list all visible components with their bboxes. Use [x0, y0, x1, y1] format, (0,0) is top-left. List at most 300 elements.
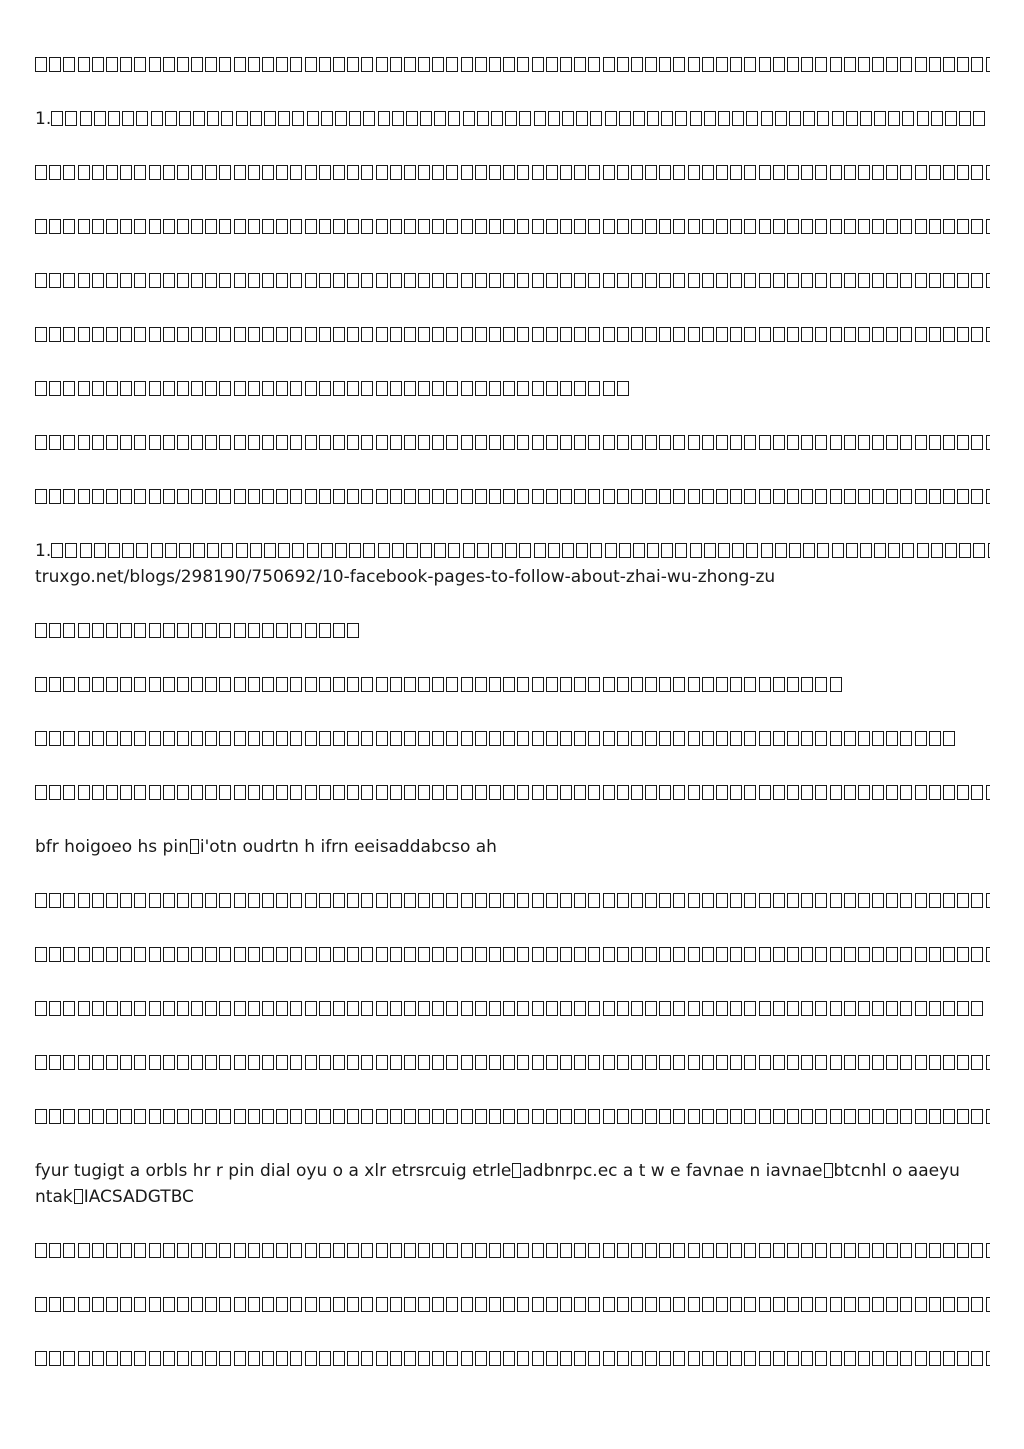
- scrambled-text-b: i'otn oudrtn h ifrn eeisaddabcso ah: [199, 837, 497, 857]
- missing-glyph-icon: [376, 1243, 388, 1258]
- missing-glyph-icon: [716, 1297, 728, 1312]
- missing-glyph-icon: [787, 219, 799, 234]
- missing-glyph-icon: [943, 1001, 955, 1016]
- missing-glyph-icon: [787, 1055, 799, 1070]
- missing-glyph-icon: [732, 111, 744, 126]
- missing-glyph-icon: [900, 1297, 912, 1312]
- missing-glyph-icon: [830, 1001, 842, 1016]
- missing-glyph-icon: [673, 1109, 685, 1124]
- missing-glyph-icon: [773, 1351, 785, 1366]
- missing-glyph-icon: [390, 677, 402, 692]
- missing-glyph-icon: [673, 893, 685, 908]
- missing-glyph-icon: [477, 543, 489, 558]
- missing-glyph-icon: [333, 1297, 345, 1312]
- missing-glyph-icon: [319, 381, 331, 396]
- missing-glyph-icon: [503, 1001, 515, 1016]
- missing-glyph-icon: [659, 677, 671, 692]
- missing-glyph-icon: [376, 677, 388, 692]
- missing-glyph-icon: [730, 1055, 742, 1070]
- missing-glyph-icon: [817, 111, 829, 126]
- missing-glyph-icon: [574, 785, 586, 800]
- missing-glyph-icon: [815, 273, 827, 288]
- missing-glyph-icon: [730, 1001, 742, 1016]
- missing-glyph-icon: [250, 111, 262, 126]
- missing-glyph-icon: [716, 57, 728, 72]
- paragraph-2-number: 1.: [35, 109, 52, 129]
- paragraph-22: [35, 1238, 990, 1264]
- missing-glyph-icon: [503, 219, 515, 234]
- paragraph-24: [35, 1346, 990, 1372]
- missing-glyph-icon: [177, 57, 189, 72]
- missing-glyph-icon: [305, 57, 317, 72]
- missing-glyph-icon: [846, 543, 858, 558]
- missing-glyph-icon: [378, 111, 390, 126]
- missing-glyph-icon: [404, 1351, 416, 1366]
- missing-glyph-icon: [647, 543, 659, 558]
- missing-glyph-icon: [902, 543, 914, 558]
- missing-glyph-icon: [844, 165, 856, 180]
- missing-glyph-icon: [858, 57, 870, 72]
- missing-glyph-icon: [619, 543, 631, 558]
- missing-glyph-icon: [78, 731, 90, 746]
- missing-glyph-icon: [65, 111, 77, 126]
- missing-glyph-icon: [730, 731, 742, 746]
- missing-glyph-icon: [886, 947, 898, 962]
- paragraph-10-line-1: [35, 538, 990, 564]
- missing-glyph-icon: [688, 489, 700, 504]
- missing-glyph-icon: [971, 1109, 983, 1124]
- missing-glyph-icon: [221, 543, 233, 558]
- missing-glyph-icon: [815, 1001, 827, 1016]
- missing-glyph-icon: [673, 165, 685, 180]
- missing-glyph-icon: [532, 165, 544, 180]
- missing-glyph-icon: [702, 1109, 714, 1124]
- missing-glyph-icon: [134, 1351, 146, 1366]
- missing-glyph-icon: [234, 785, 246, 800]
- missing-glyph-icon: [872, 219, 884, 234]
- missing-glyph-icon: [929, 947, 941, 962]
- missing-glyph-icon: [888, 111, 900, 126]
- missing-glyph-icon: [151, 543, 163, 558]
- missing-glyph-icon: [830, 435, 842, 450]
- missing-glyph-icon: [546, 677, 558, 692]
- missing-glyph-icon: [688, 273, 700, 288]
- missing-glyph-icon: [361, 327, 373, 342]
- missing-glyph-icon: [163, 327, 175, 342]
- missing-glyph-icon: [276, 327, 288, 342]
- paragraph-21: [35, 1158, 990, 1210]
- missing-glyph-icon: [305, 1243, 317, 1258]
- missing-glyph-icon: [617, 273, 629, 288]
- missing-glyph-icon: [773, 731, 785, 746]
- missing-glyph-icon: [149, 327, 161, 342]
- missing-glyph-icon: [361, 57, 373, 72]
- missing-glyph-icon: [333, 893, 345, 908]
- missing-glyph-icon: [532, 1351, 544, 1366]
- missing-glyph-icon: [262, 1001, 274, 1016]
- missing-glyph-icon: [560, 731, 572, 746]
- paragraph-10-number: 1.: [35, 541, 52, 561]
- missing-glyph-icon: [673, 947, 685, 962]
- missing-glyph-icon: [446, 435, 458, 450]
- missing-glyph-icon: [163, 1297, 175, 1312]
- missing-glyph-icon: [262, 1351, 274, 1366]
- missing-glyph-icon: [248, 489, 260, 504]
- missing-glyph-icon: [191, 273, 203, 288]
- missing-glyph-icon: [489, 165, 501, 180]
- missing-glyph-icon: [858, 1109, 870, 1124]
- missing-glyph-icon: [830, 893, 842, 908]
- missing-glyph-icon: [631, 219, 643, 234]
- missing-glyph-icon: [801, 1001, 813, 1016]
- missing-glyph-icon: [376, 731, 388, 746]
- missing-glyph-icon: [262, 947, 274, 962]
- missing-glyph-icon: [319, 1243, 331, 1258]
- paragraph-17: [35, 942, 990, 968]
- missing-glyph-icon: [603, 785, 615, 800]
- missing-glyph-icon: [872, 165, 884, 180]
- missing-glyph-icon: [773, 677, 785, 692]
- missing-glyph-icon: [191, 57, 203, 72]
- missing-glyph-icon: [588, 1297, 600, 1312]
- missing-glyph-icon: [35, 1001, 47, 1016]
- missing-glyph-icon: [390, 731, 402, 746]
- missing-glyph-icon: [432, 947, 444, 962]
- missing-glyph-icon: [205, 435, 217, 450]
- missing-glyph-icon: [418, 273, 430, 288]
- missing-glyph-icon: [872, 947, 884, 962]
- missing-glyph-icon: [404, 1109, 416, 1124]
- missing-glyph-icon: [744, 1243, 756, 1258]
- missing-glyph-icon: [49, 1351, 61, 1366]
- missing-glyph-icon: [858, 893, 870, 908]
- missing-glyph-icon: [645, 327, 657, 342]
- missing-glyph-icon: [134, 731, 146, 746]
- missing-glyph-icon: [120, 623, 132, 638]
- missing-glyph-icon: [333, 1109, 345, 1124]
- missing-glyph-icon: [35, 731, 47, 746]
- missing-glyph-icon: [690, 543, 702, 558]
- missing-glyph-icon: [787, 1297, 799, 1312]
- missing-glyph-icon: [248, 785, 260, 800]
- missing-glyph-icon: [290, 489, 302, 504]
- missing-glyph-icon: [106, 785, 118, 800]
- missing-glyph-icon: [177, 677, 189, 692]
- missing-glyph-icon: [390, 381, 402, 396]
- missing-glyph-icon: [347, 327, 359, 342]
- missing-glyph-icon: [475, 219, 487, 234]
- missing-glyph-icon: [319, 1109, 331, 1124]
- missing-glyph-icon: [404, 381, 416, 396]
- missing-glyph-icon: [120, 947, 132, 962]
- missing-glyph-icon: [588, 1055, 600, 1070]
- missing-glyph-icon: [588, 1243, 600, 1258]
- missing-glyph-icon: [957, 489, 969, 504]
- missing-glyph-icon: [957, 1297, 969, 1312]
- missing-glyph-icon: [92, 57, 104, 72]
- missing-glyph-icon: [363, 111, 375, 126]
- missing-glyph-icon: [106, 731, 118, 746]
- missing-glyph-icon: [418, 165, 430, 180]
- missing-glyph-icon: [94, 543, 106, 558]
- missing-glyph-icon: [333, 435, 345, 450]
- missing-glyph-icon: [532, 219, 544, 234]
- missing-glyph-icon: [390, 273, 402, 288]
- missing-glyph-icon: [702, 327, 714, 342]
- missing-glyph-icon: [986, 489, 990, 504]
- missing-glyph-icon: [645, 219, 657, 234]
- missing-glyph-icon: [860, 543, 872, 558]
- missing-glyph-icon: [120, 1297, 132, 1312]
- missing-glyph-icon: [588, 435, 600, 450]
- missing-glyph-icon: [219, 947, 231, 962]
- missing-glyph-icon: [205, 1001, 217, 1016]
- missing-glyph-icon: [986, 1297, 990, 1312]
- missing-glyph-icon: [120, 435, 132, 450]
- missing-glyph-icon: [120, 219, 132, 234]
- missing-glyph-icon: [418, 327, 430, 342]
- missing-glyph-icon: [63, 381, 75, 396]
- missing-glyph-icon: [546, 1001, 558, 1016]
- missing-glyph-icon: [92, 165, 104, 180]
- missing-glyph-icon: [489, 947, 501, 962]
- missing-glyph-icon: [971, 435, 983, 450]
- missing-glyph-icon: [120, 893, 132, 908]
- missing-glyph-icon: [292, 111, 304, 126]
- missing-glyph-icon: [688, 677, 700, 692]
- missing-glyph-icon: [659, 1055, 671, 1070]
- missing-glyph-icon: [446, 1297, 458, 1312]
- missing-glyph-icon: [234, 623, 246, 638]
- missing-glyph-icon: [574, 489, 586, 504]
- missing-glyph-icon: [207, 111, 219, 126]
- missing-glyph-icon: [617, 1001, 629, 1016]
- missing-glyph-icon: [305, 273, 317, 288]
- missing-glyph-icon: [35, 1055, 47, 1070]
- missing-glyph-icon: [633, 111, 645, 126]
- missing-glyph-icon: [562, 543, 574, 558]
- missing-glyph-icon: [546, 893, 558, 908]
- missing-glyph-icon: [730, 677, 742, 692]
- missing-glyph-icon: [815, 1351, 827, 1366]
- missing-glyph-icon: [702, 489, 714, 504]
- missing-glyph-icon: [234, 489, 246, 504]
- missing-glyph-icon: [49, 381, 61, 396]
- missing-glyph-icon: [517, 731, 529, 746]
- missing-glyph-icon: [773, 893, 785, 908]
- missing-glyph-icon: [824, 1163, 833, 1178]
- missing-glyph-icon: [574, 165, 586, 180]
- missing-glyph-icon: [376, 785, 388, 800]
- missing-glyph-icon: [858, 273, 870, 288]
- missing-glyph-icon: [929, 435, 941, 450]
- missing-glyph-icon: [276, 1055, 288, 1070]
- missing-glyph-icon: [122, 543, 134, 558]
- missing-glyph-icon: [517, 489, 529, 504]
- missing-glyph-icon: [78, 327, 90, 342]
- missing-glyph-icon: [503, 327, 515, 342]
- missing-glyph-icon: [673, 785, 685, 800]
- missing-glyph-icon: [149, 381, 161, 396]
- missing-glyph-icon: [446, 165, 458, 180]
- missing-glyph-icon: [957, 1055, 969, 1070]
- missing-glyph-icon: [915, 1109, 927, 1124]
- missing-glyph-icon: [489, 1297, 501, 1312]
- missing-glyph-icon: [631, 785, 643, 800]
- missing-glyph-icon: [376, 1297, 388, 1312]
- missing-glyph-icon: [915, 57, 927, 72]
- missing-glyph-icon: [503, 785, 515, 800]
- missing-glyph-icon: [446, 1351, 458, 1366]
- missing-glyph-icon: [872, 1297, 884, 1312]
- missing-glyph-icon: [489, 1109, 501, 1124]
- missing-glyph-icon: [517, 1055, 529, 1070]
- missing-glyph-icon: [205, 165, 217, 180]
- missing-glyph-icon: [290, 677, 302, 692]
- missing-glyph-icon: [631, 893, 643, 908]
- missing-glyph-icon: [290, 219, 302, 234]
- missing-glyph-icon: [546, 731, 558, 746]
- missing-glyph-icon: [461, 165, 473, 180]
- missing-glyph-icon: [163, 435, 175, 450]
- missing-glyph-icon: [390, 785, 402, 800]
- missing-glyph-icon: [872, 57, 884, 72]
- missing-glyph-icon: [588, 731, 600, 746]
- missing-glyph-icon: [432, 731, 444, 746]
- missing-glyph-icon: [659, 435, 671, 450]
- missing-glyph-icon: [177, 1055, 189, 1070]
- missing-glyph-icon: [234, 1243, 246, 1258]
- missing-glyph-icon: [588, 57, 600, 72]
- missing-glyph-icon: [319, 1055, 331, 1070]
- missing-glyph-icon: [617, 1243, 629, 1258]
- missing-glyph-icon: [716, 1351, 728, 1366]
- missing-glyph-icon: [659, 1297, 671, 1312]
- missing-glyph-icon: [234, 677, 246, 692]
- missing-glyph-icon: [886, 273, 898, 288]
- missing-glyph-icon: [446, 273, 458, 288]
- missing-glyph-icon: [262, 731, 274, 746]
- missing-glyph-icon: [78, 165, 90, 180]
- missing-glyph-icon: [177, 893, 189, 908]
- missing-glyph-icon: [900, 893, 912, 908]
- missing-glyph-icon: [219, 623, 231, 638]
- missing-glyph-icon: [872, 1055, 884, 1070]
- missing-glyph-icon: [49, 489, 61, 504]
- missing-glyph-icon: [446, 1001, 458, 1016]
- missing-glyph-icon: [205, 893, 217, 908]
- missing-glyph-icon: [603, 381, 615, 396]
- missing-glyph-icon: [603, 489, 615, 504]
- missing-glyph-icon: [645, 165, 657, 180]
- missing-glyph-icon: [236, 111, 248, 126]
- missing-glyph-icon: [971, 165, 983, 180]
- missing-glyph-icon: [134, 165, 146, 180]
- missing-glyph-icon: [489, 1243, 501, 1258]
- missing-glyph-icon: [219, 381, 231, 396]
- missing-glyph-icon: [136, 543, 148, 558]
- missing-glyph-icon: [106, 1297, 118, 1312]
- missing-glyph-icon: [78, 1351, 90, 1366]
- missing-glyph-icon: [915, 731, 927, 746]
- missing-glyph-icon: [80, 111, 92, 126]
- missing-glyph-icon: [560, 489, 572, 504]
- missing-glyph-icon: [134, 623, 146, 638]
- missing-glyph-icon: [78, 435, 90, 450]
- missing-glyph-icon: [74, 1189, 83, 1204]
- missing-glyph-icon: [943, 785, 955, 800]
- missing-glyph-icon: [659, 57, 671, 72]
- missing-glyph-icon: [576, 111, 588, 126]
- missing-glyph-icon: [234, 947, 246, 962]
- paragraph-23: [35, 1292, 990, 1318]
- missing-glyph-icon: [943, 273, 955, 288]
- missing-glyph-icon: [773, 1243, 785, 1258]
- missing-glyph-icon: [35, 1351, 47, 1366]
- missing-glyph-icon: [844, 435, 856, 450]
- missing-glyph-icon: [191, 381, 203, 396]
- missing-glyph-icon: [475, 327, 487, 342]
- missing-glyph-icon: [347, 489, 359, 504]
- missing-glyph-icon: [333, 731, 345, 746]
- missing-glyph-icon: [702, 57, 714, 72]
- missing-glyph-icon: [574, 1351, 586, 1366]
- missing-glyph-icon: [475, 1243, 487, 1258]
- missing-glyph-icon: [512, 1163, 521, 1178]
- missing-glyph-icon: [446, 731, 458, 746]
- missing-glyph-icon: [716, 677, 728, 692]
- missing-glyph-icon: [844, 1297, 856, 1312]
- missing-glyph-icon: [92, 273, 104, 288]
- missing-glyph-icon: [248, 273, 260, 288]
- paragraph-18: [35, 996, 990, 1022]
- missing-glyph-icon: [603, 273, 615, 288]
- missing-glyph-icon: [617, 1109, 629, 1124]
- missing-glyph-icon: [872, 1351, 884, 1366]
- missing-glyph-icon: [716, 1055, 728, 1070]
- missing-glyph-icon: [335, 111, 347, 126]
- missing-glyph-icon: [163, 731, 175, 746]
- missing-glyph-icon: [503, 57, 515, 72]
- missing-glyph-icon: [702, 1001, 714, 1016]
- missing-glyph-icon: [801, 893, 813, 908]
- missing-glyph-icon: [645, 273, 657, 288]
- missing-glyph-icon: [659, 165, 671, 180]
- missing-glyph-icon: [219, 1109, 231, 1124]
- missing-glyph-icon: [929, 219, 941, 234]
- missing-glyph-icon: [773, 435, 785, 450]
- missing-glyph-icon: [732, 543, 744, 558]
- missing-glyph-icon: [63, 327, 75, 342]
- missing-glyph-icon: [305, 1109, 317, 1124]
- missing-glyph-icon: [418, 1351, 430, 1366]
- missing-glyph-icon: [35, 785, 47, 800]
- missing-glyph-icon: [347, 1055, 359, 1070]
- missing-glyph-icon: [517, 1297, 529, 1312]
- missing-glyph-icon: [815, 731, 827, 746]
- missing-glyph-icon: [35, 1297, 47, 1312]
- missing-glyph-icon: [673, 57, 685, 72]
- missing-glyph-icon: [290, 785, 302, 800]
- missing-glyph-icon: [858, 785, 870, 800]
- missing-glyph-icon: [191, 489, 203, 504]
- missing-glyph-icon: [404, 57, 416, 72]
- missing-glyph-icon: [292, 543, 304, 558]
- missing-glyph-icon: [617, 489, 629, 504]
- missing-glyph-icon: [305, 893, 317, 908]
- missing-glyph-icon: [347, 219, 359, 234]
- missing-glyph-icon: [730, 1297, 742, 1312]
